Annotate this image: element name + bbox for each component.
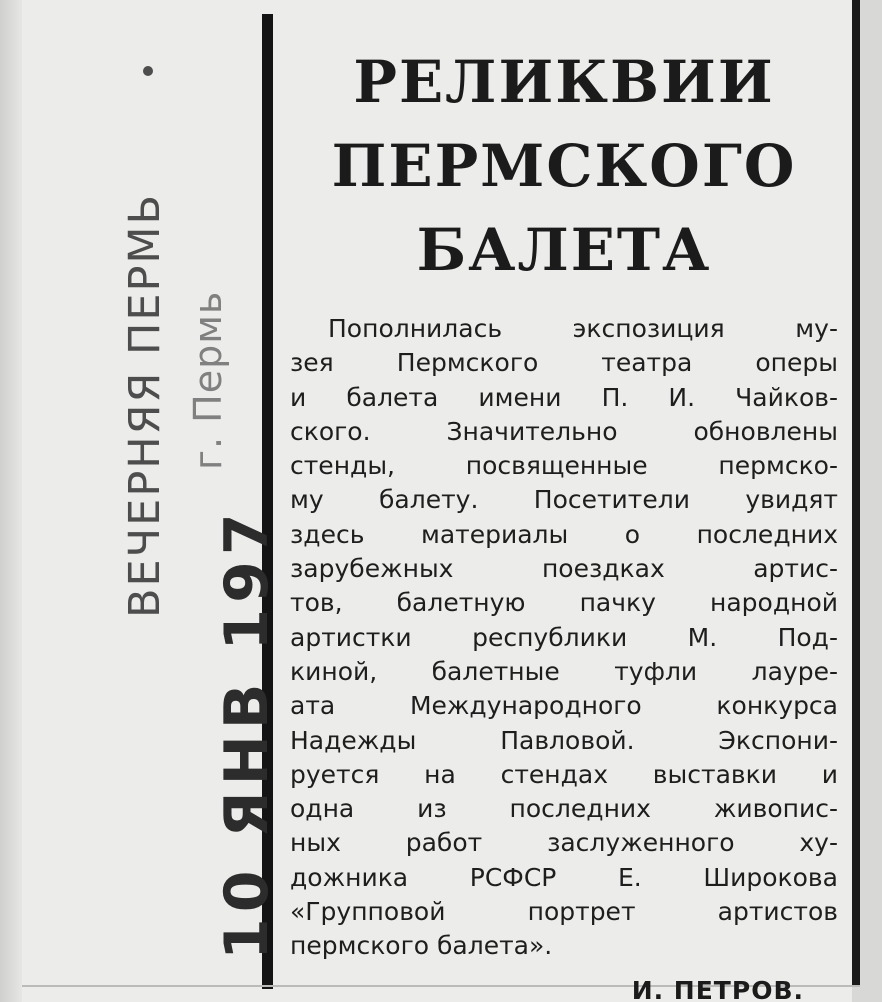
headline	[290, 40, 838, 292]
body-line: «Групповой портрет артистов	[290, 897, 838, 927]
headline-line: БАЛЕТА	[416, 216, 712, 284]
body-line: зея Пермского театра оперы	[290, 348, 838, 378]
headline-line: ПЕРМСКОГО	[331, 132, 797, 200]
body-line: дожника РСФСР Е. Широкова	[290, 862, 838, 892]
article-body	[290, 312, 838, 964]
right-border-rule	[852, 0, 860, 985]
author-signature: И. ПЕТРОВ.	[631, 975, 804, 1002]
body-line: здесь материалы о последних	[290, 519, 838, 549]
body-line: Пополнилась экспозиция му-	[328, 314, 838, 343]
body-line: тов, балетную пачку народной	[290, 588, 838, 618]
newspaper-name-stamp: ВЕЧЕРНЯЯ ПЕРМЬ	[120, 192, 170, 618]
body-line: руется на стендах выставки и	[290, 759, 838, 789]
headline-line: РЕЛИКВИИ	[353, 48, 775, 116]
body-line: артистки республики М. Под-	[290, 622, 838, 652]
body-line: одна из последних живопис-	[290, 794, 838, 824]
body-line: ского. Значительно обновлены	[290, 416, 838, 446]
body-line: Надежды Павловой. Экспони-	[290, 725, 838, 755]
date-stamp: 10 ЯНВ 197	[212, 507, 282, 960]
stamp-dot	[143, 66, 153, 76]
body-line: киной, балетные туфли лауре-	[290, 656, 838, 686]
body-line: и балета имени П. И. Чайков-	[290, 382, 838, 412]
body-line: пермского балета».	[290, 931, 553, 961]
body-line: ных работ заслуженного ху-	[290, 828, 838, 858]
body-line: стенды, посвященные пермско-	[290, 451, 838, 481]
city-stamp: г. Пермь	[186, 290, 230, 470]
card-edge	[0, 0, 22, 1002]
body-line: му балету. Посетители увидят	[290, 485, 838, 515]
body-line: ата Международного конкурса	[290, 691, 838, 721]
body-line: зарубежных поездках артис-	[290, 554, 838, 584]
article	[290, 40, 838, 1002]
